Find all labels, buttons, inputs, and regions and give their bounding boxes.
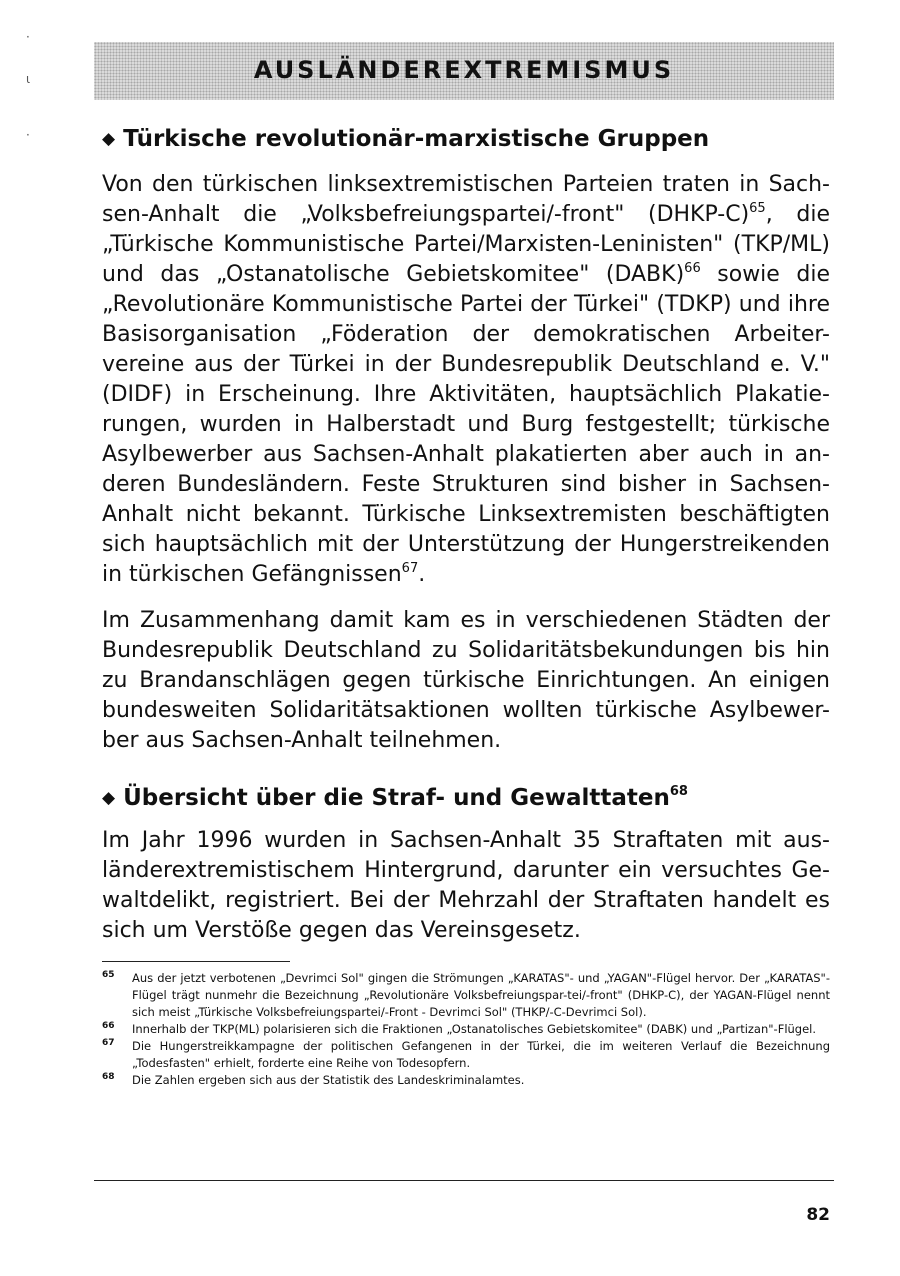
paragraph-text: Von den türkischen linksextremistischen Parteien traten in Sach-sen-Anhalt die „Volksbefreiungspartei/-front" (DHKP-C) <box>102 172 830 227</box>
footnote-divider <box>102 961 290 962</box>
scan-specks: · ι · <box>26 30 31 142</box>
section-heading-crime-overview <box>102 785 688 811</box>
footnote-66 <box>102 1021 830 1038</box>
header-band <box>94 42 834 100</box>
section-heading-text: Türkische revolutionär-marxistische Gruppen <box>123 126 710 152</box>
footnote-number: 68 <box>102 1072 115 1082</box>
footnote-number: 66 <box>102 1021 115 1031</box>
paragraph-text: sowie die „Revolutionäre Kommunistische Partei der Türkei" (TDKP) und ihre Basisorganisation „Föderation der demokratischen Arbeiter-vereine aus der Türkei in der Bundesrepublik Deutschland e. V." (DIDF) in Erscheinung. Ihre Aktivitäten, hauptsächlich Plakatie-rungen, wurden in Halberstadt und Burg festgestellt; türkische Asylbewerber aus Sachsen-Anhalt plakatierten aber auch in an-deren Bundesländern. Feste Strukturen sind bisher in Sachsen-Anhalt nicht bekannt. Türkische Linksextremisten beschäftigten sich hauptsächlich mit der Unterstützung der Hungerstreikenden in türkischen Gefängnissen <box>102 262 830 587</box>
footnote-67 <box>102 1038 830 1072</box>
diamond-bullet-icon: ◆ <box>102 129 116 149</box>
page-header-title: AUSLÄNDEREXTREMISMUS <box>253 56 675 84</box>
footnote-text: Aus der jetzt verbotenen „Devrimci Sol" gingen die Strömungen „KARATAS"- und „YAGAN"-Flügel hervor. Der „KARATAS"-Flügel trägt nunmehr die Bezeichnung „Revolutionäre Volksbefreiungspar-tei/-front" (DHKP-C), der YAGAN-Flügel nennt sich meist „Türkische Volksbefreiungspartei/-Front - Devrimci Sol" (THKP/-C-Devrimci Sol). <box>132 971 830 1019</box>
page-number: 82 <box>806 1205 830 1225</box>
footnote-ref-66[interactable]: 66 <box>684 261 701 276</box>
paragraph-text: . <box>418 562 426 587</box>
paragraph-turkish-parties <box>102 170 830 590</box>
paragraph-solidarity: Im Zusammenhang damit kam es in verschiedenen Städten der Bundesrepublik Deutschland zu Solidaritätsbekundungen bis hin zu Brandanschlägen gegen türkische Einrichtungen. An einigen bundesweiten Solidaritätsaktionen wollten türkische Asylbewer-ber aus Sachsen-Anhalt teilnehmen. <box>102 608 830 753</box>
bottom-divider <box>94 1180 834 1181</box>
footnotes <box>102 970 830 1089</box>
footnote-text: Die Zahlen ergeben sich aus der Statistik des Landeskriminalamtes. <box>132 1073 525 1087</box>
paragraph-text: , die „Türkische Kommunistische Partei/Marxisten-Leninisten" (TKP/ML) und das „Ostanatolische Gebietskomitee" (DABK) <box>102 202 830 287</box>
footnote-ref-67[interactable]: 67 <box>401 561 419 576</box>
section-heading-text: Übersicht über die Straf- und Gewalttaten <box>123 785 670 811</box>
diamond-bullet-icon: ◆ <box>102 788 116 808</box>
footnote-number: 67 <box>102 1038 115 1048</box>
footnote-65 <box>102 970 830 1021</box>
section-heading-turkish-groups <box>102 126 709 152</box>
footnote-68 <box>102 1072 830 1089</box>
footnote-ref-65[interactable]: 65 <box>749 201 766 216</box>
footnote-ref-68[interactable]: 68 <box>669 784 688 799</box>
paragraph-statistics: Im Jahr 1996 wurden in Sachsen-Anhalt 35 Straftaten mit aus-länderextremistischem Hintergrund, darunter ein versuchtes Ge-waltdelikt, registriert. Bei der Mehrzahl der Straftaten handelt es sich um Verstöße gegen das Vereinsgesetz. <box>102 828 830 943</box>
footnote-text: Die Hungerstreikkampagne der politischen Gefangenen in der Türkei, die im weiteren Verlauf die Bezeichnung „Todesfasten" erhielt, forderte eine Reihe von Todesopfern. <box>132 1039 830 1070</box>
footnote-text: Innerhalb der TKP(ML) polarisieren sich die Fraktionen „Ostanatolisches Gebietskomitee" (DABK) und „Partizan"-Flügel. <box>132 1022 817 1036</box>
footnote-number: 65 <box>102 970 115 980</box>
